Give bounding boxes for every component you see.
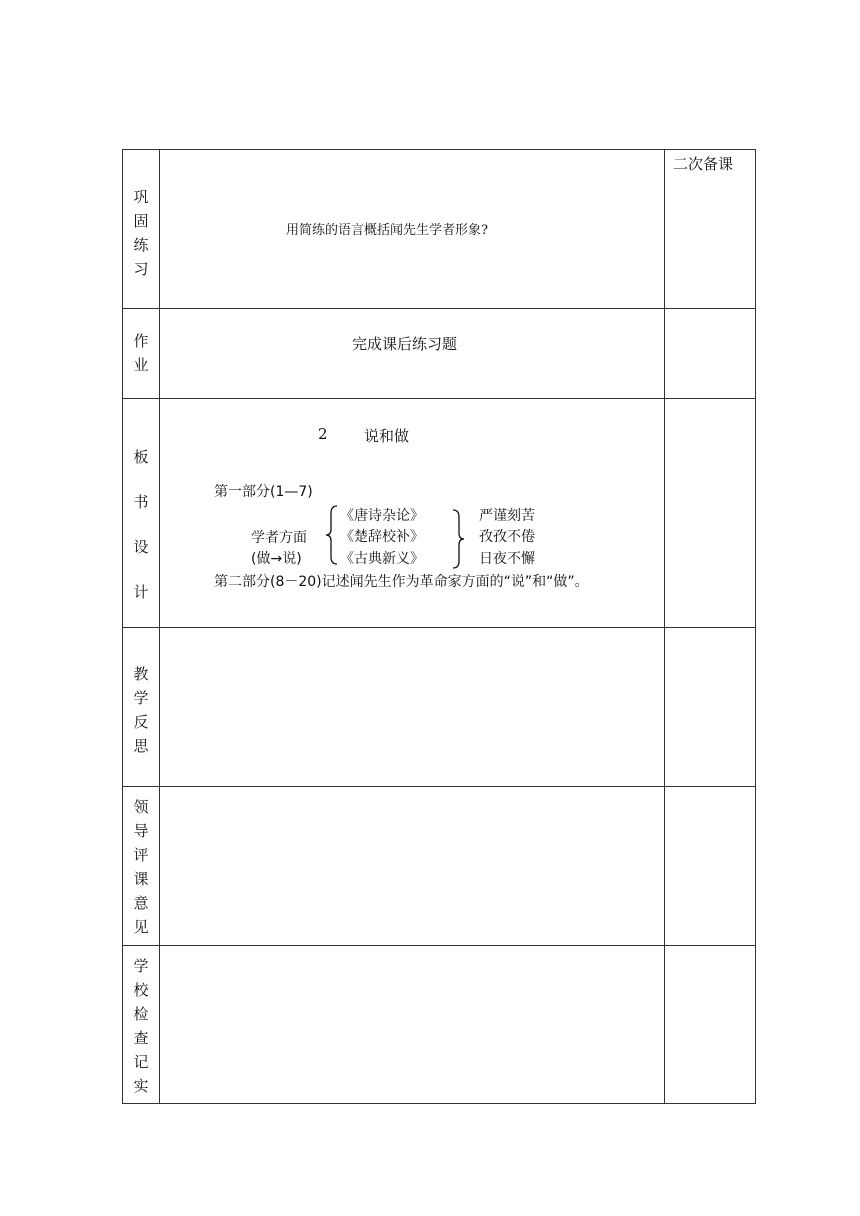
board-work-2: 《楚辞校补》: [340, 529, 424, 545]
label-char: 习: [133, 260, 149, 278]
second-prep-cell: [665, 150, 756, 309]
second-prep-label: 二次备课: [673, 155, 734, 173]
board-work-3: 《古典新义》: [340, 551, 424, 567]
practice-label-cell: [123, 150, 160, 309]
label-char: 校: [133, 981, 149, 999]
label-char: 意: [133, 894, 149, 912]
label-char: 领: [133, 798, 149, 816]
school-check-label-cell: [123, 946, 160, 1104]
label-char: 练: [133, 236, 149, 254]
label-char: 固: [133, 212, 149, 230]
reflection-content-cell: [160, 628, 665, 787]
homework-text: 完成课后练习题: [352, 335, 458, 353]
label-char: 设: [133, 538, 149, 556]
label-char: 导: [133, 822, 149, 840]
school-check-notes-cell: [665, 946, 756, 1104]
lesson-plan-table: [122, 149, 756, 1104]
school-check-content-cell: [160, 946, 665, 1104]
board-quality-3: 日夜不懈: [479, 551, 535, 567]
practice-content-cell: [160, 150, 665, 309]
label-char: 巩: [133, 188, 149, 206]
board-quality-2: 孜孜不倦: [479, 529, 535, 545]
label-char: 反: [133, 713, 149, 731]
label-char: 记: [133, 1053, 149, 1071]
board-scholar-aspect: 学者方面: [251, 530, 307, 546]
reflection-label: [123, 662, 159, 758]
leader-comment-content-cell: [160, 787, 665, 946]
board-part1: 第一部分(1—7): [214, 484, 313, 500]
label-char: 板: [133, 448, 149, 466]
label-char: 书: [133, 493, 149, 511]
board-part2: 第二部分(8－20)记述闻先生作为革命家方面的“说”和“做”。: [214, 574, 589, 590]
board-title-number: 2: [318, 425, 328, 443]
label-char: 实: [133, 1077, 149, 1095]
homework-notes-cell: [665, 309, 756, 399]
school-check-label: [123, 954, 159, 1098]
label-char: 计: [133, 583, 149, 601]
board-quality-1: 严谨刻苦: [479, 508, 535, 524]
label-char: 思: [133, 737, 149, 755]
right-brace-icon: [451, 509, 465, 569]
label-char: 见: [133, 918, 149, 936]
label-char: 学: [133, 957, 149, 975]
label-char: 教: [133, 665, 149, 683]
leader-comment-label: [123, 795, 159, 939]
leader-comment-label-cell: [123, 787, 160, 946]
homework-label: [123, 329, 159, 377]
board-notes-cell: [665, 399, 756, 628]
reflection-label-cell: [123, 628, 160, 787]
homework-label-cell: [123, 309, 160, 399]
board-label: [123, 435, 159, 615]
homework-content-cell: [160, 309, 665, 399]
label-char: 评: [133, 846, 149, 864]
homework-row: [123, 309, 756, 399]
label-char: 学: [133, 689, 149, 707]
label-char: 业: [133, 356, 149, 374]
left-brace-icon: [325, 505, 339, 565]
practice-question: 用简练的语言概括闻先生学者形象?: [286, 223, 488, 238]
label-char: 查: [133, 1029, 149, 1047]
board-row: [123, 399, 756, 628]
board-content-cell: [160, 399, 665, 628]
practice-label: [123, 185, 159, 281]
label-char: 课: [133, 870, 149, 888]
board-work-1: 《唐诗杂论》: [340, 508, 424, 524]
reflection-notes-cell: [665, 628, 756, 787]
board-title: 说和做: [364, 427, 410, 445]
label-char: 作: [133, 332, 149, 350]
practice-row: [123, 150, 756, 309]
board-scholar-sub: (做→说): [251, 551, 302, 567]
board-label-cell: [123, 399, 160, 628]
leader-comment-notes-cell: [665, 787, 756, 946]
leader-comment-row: [123, 787, 756, 946]
label-char: 检: [133, 1005, 149, 1023]
school-check-row: [123, 946, 756, 1104]
reflection-row: [123, 628, 756, 787]
